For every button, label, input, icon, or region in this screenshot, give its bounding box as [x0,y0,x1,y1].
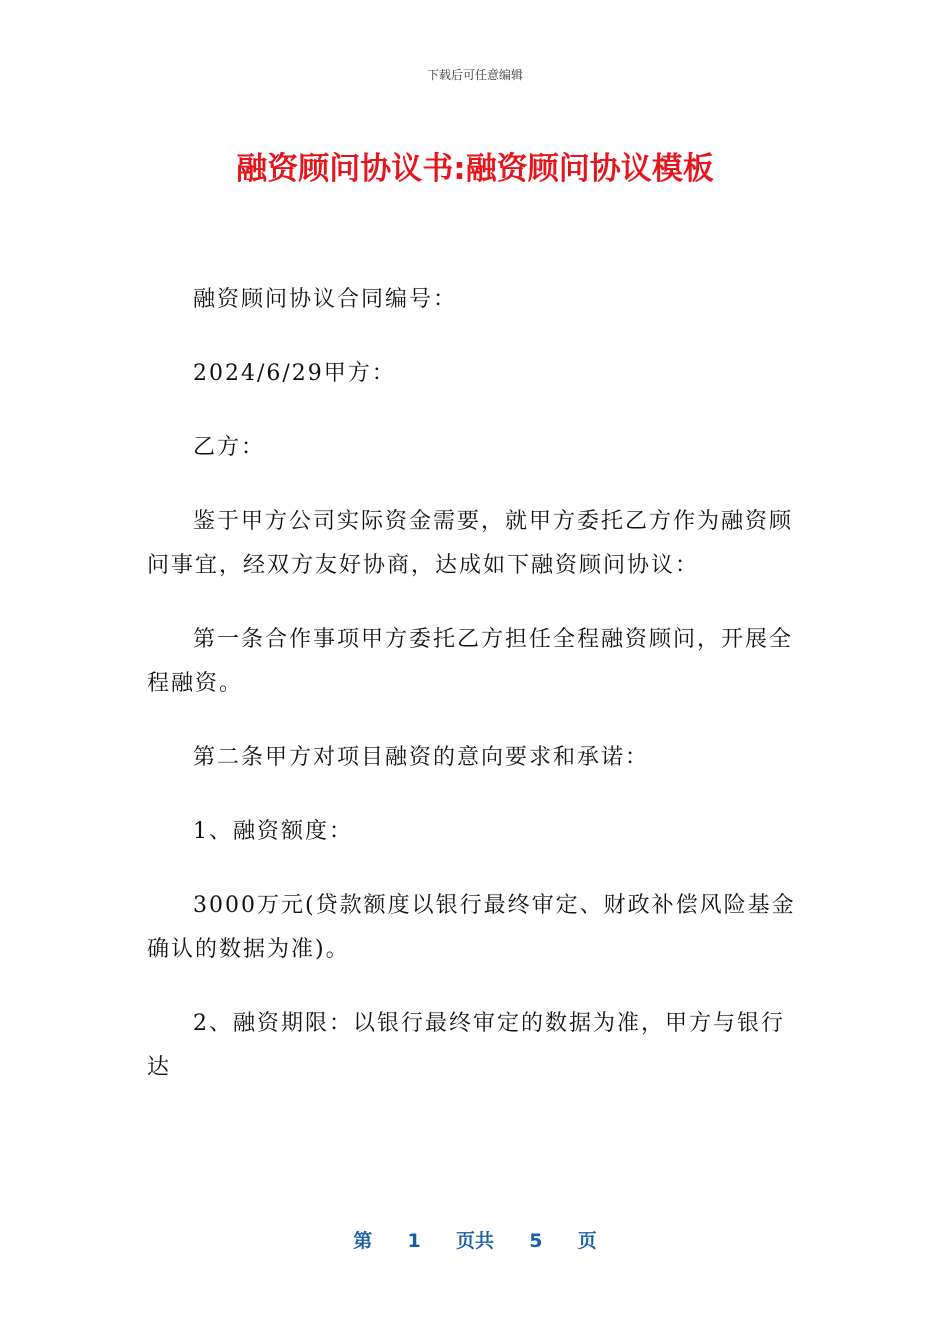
page-header-note: 下载后可任意编辑 [426,68,523,82]
footer-total-pages: 5 [529,1230,543,1252]
page-footer [0,1226,950,1253]
paragraph-contract-number: 融资顾问协议合同编号： [193,287,458,312]
footer-suffix: 页 [577,1230,597,1252]
footer-page-number: 1 [407,1230,421,1252]
paragraph-party-a: 2024/6/29甲方： [193,361,396,386]
paragraph-financing-term: 2、融资期限：以银行最终审定的数据为准，甲方与银行达 [147,1011,785,1080]
document-title: 融资顾问协议书:融资顾问协议模板 [236,151,714,187]
footer-prefix: 第 [353,1230,373,1252]
paragraph-financing-amount-label: 1、融资额度： [193,819,353,844]
paragraph-financing-amount: 3000万元(贷款额度以银行最终审定、财政补偿风险基金确认的数据为准)。 [147,893,796,962]
paragraph-article-1: 第一条合作事项甲方委托乙方担任全程融资顾问，开展全程融资。 [147,627,794,696]
paragraph-article-2: 第二条甲方对项目融资的意向要求和承诺： [193,745,650,770]
footer-middle: 页共 [455,1230,494,1252]
paragraph-preamble: 鉴于甲方公司实际资金需要，就甲方委托乙方作为融资顾问事宜，经双方友好协商，达成如下融资顾问协议： [147,509,794,578]
document-body [147,278,807,1120]
paragraph-party-b: 乙方： [193,435,266,460]
